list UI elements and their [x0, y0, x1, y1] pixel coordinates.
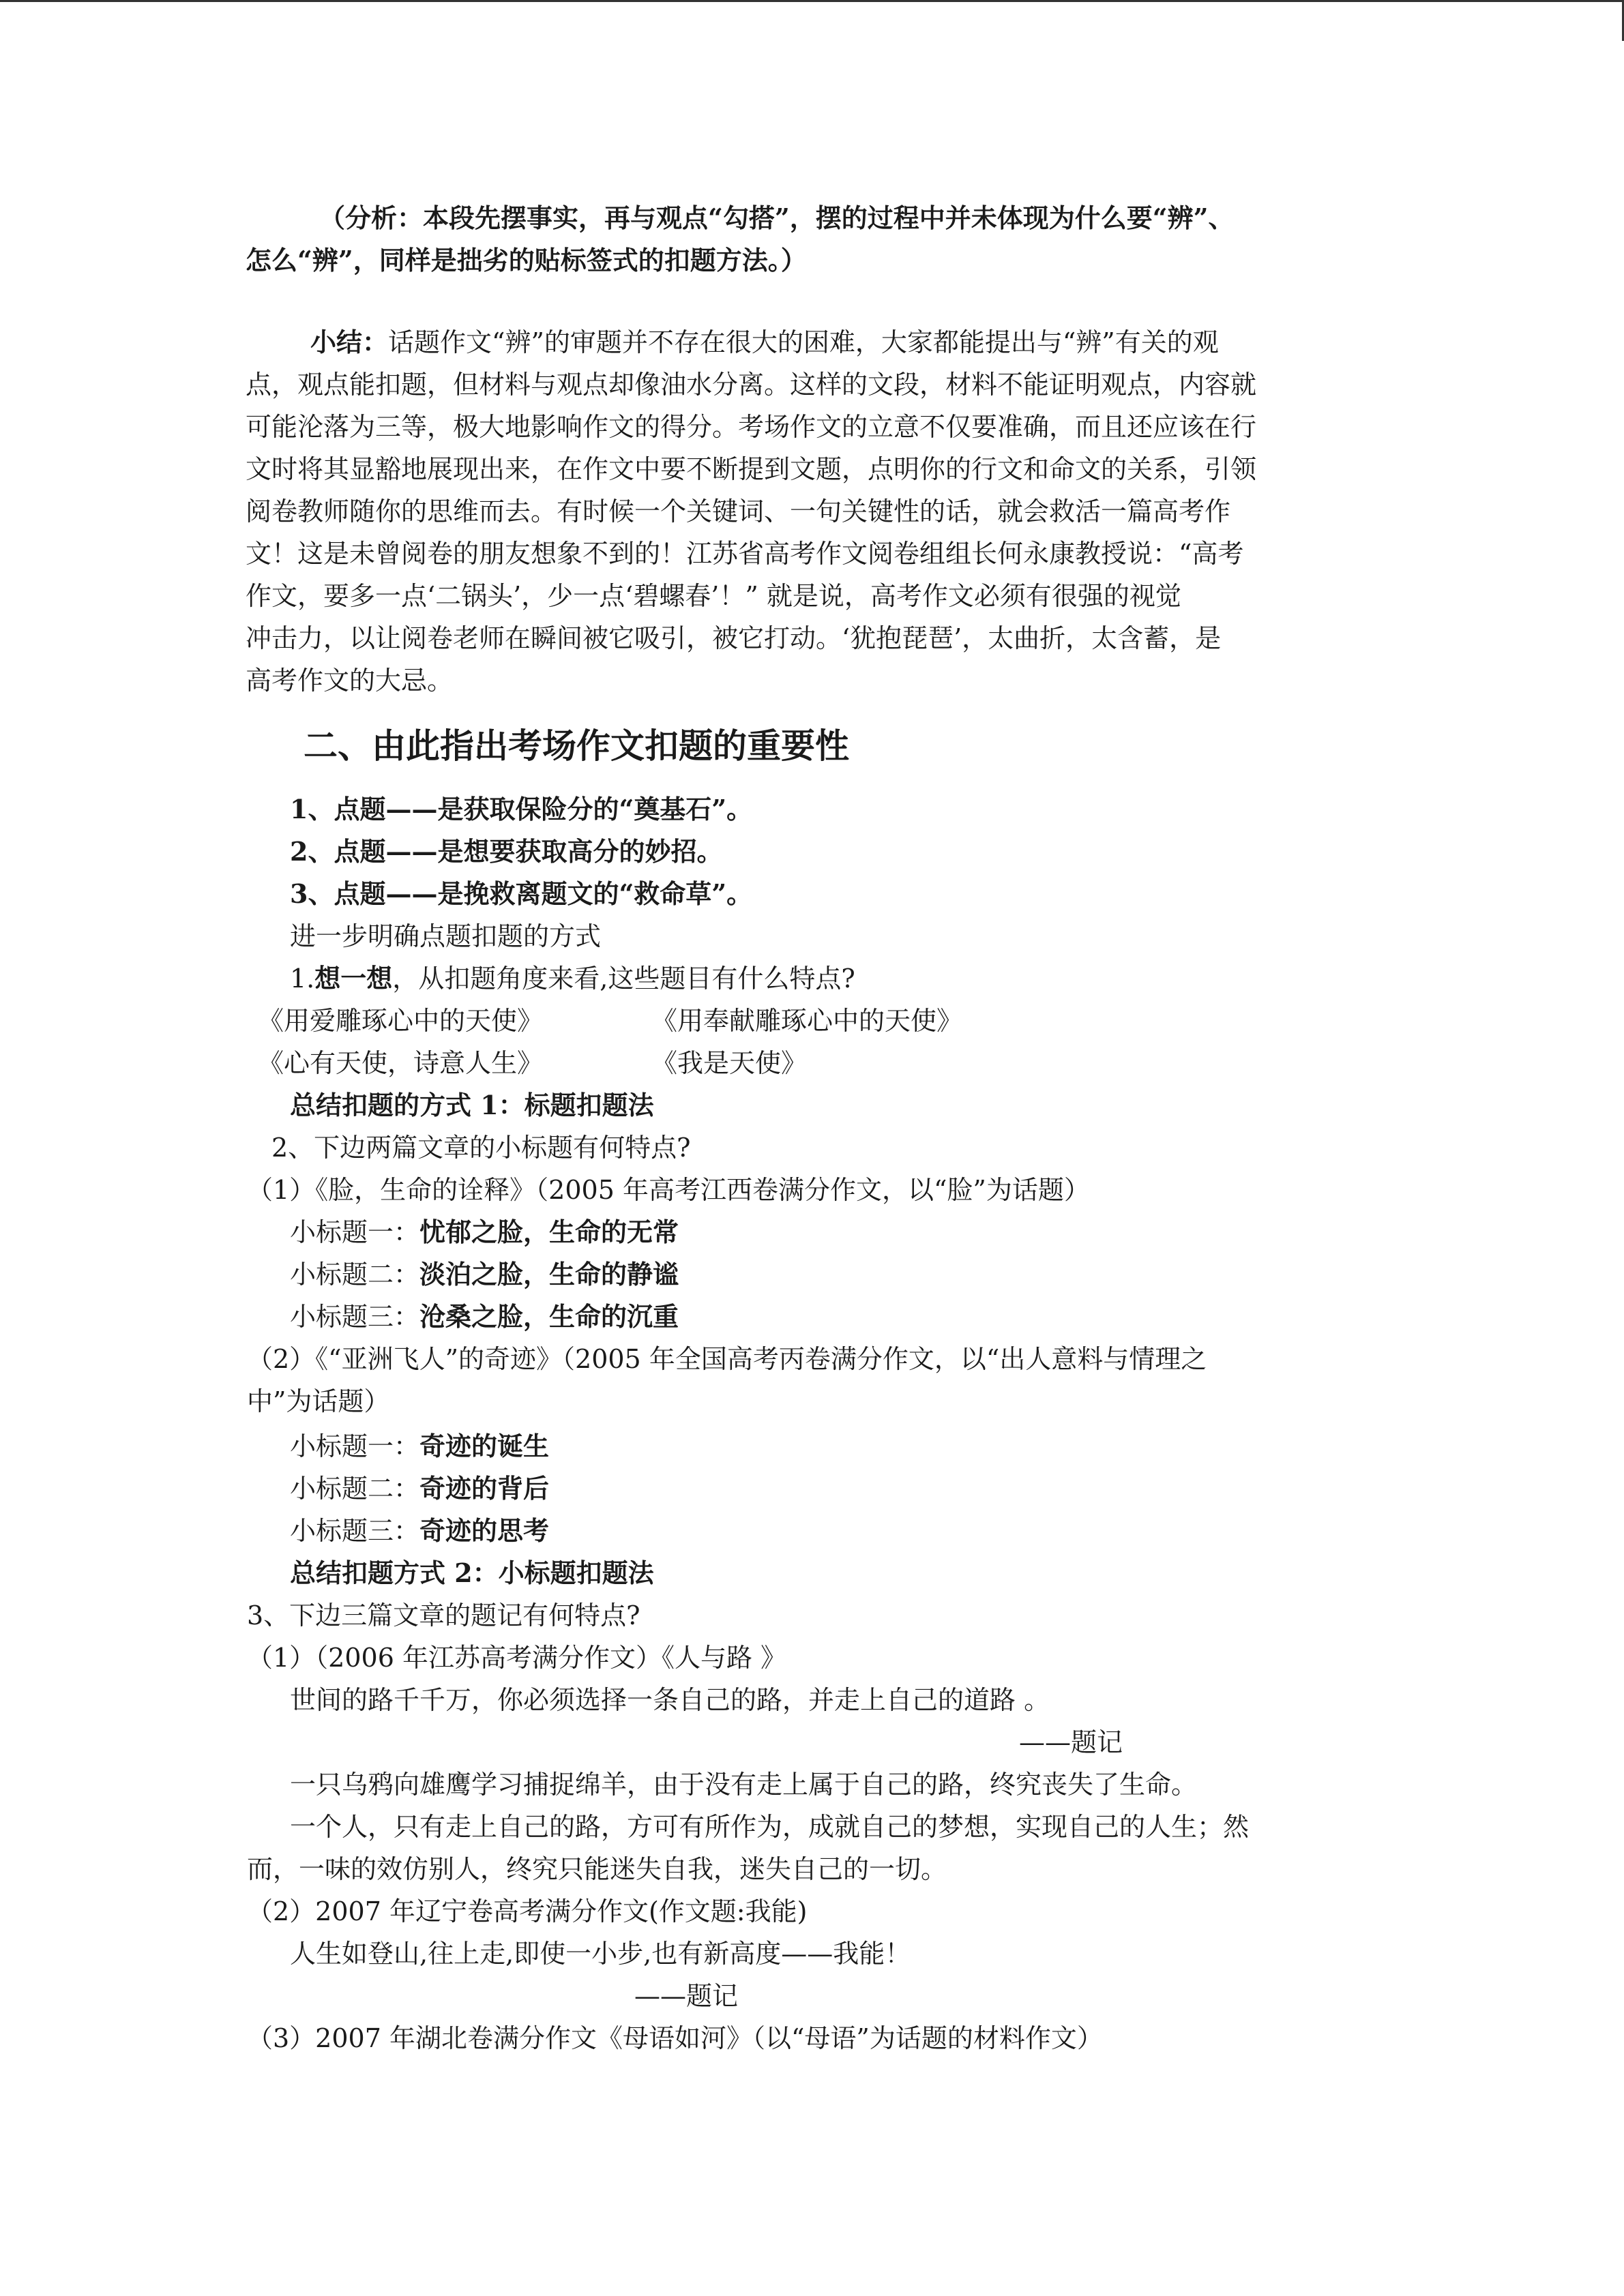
- a2-sub-label-2: 小标题二：: [290, 1474, 420, 1504]
- summary-line-1: [310, 326, 1219, 359]
- essay-1-para-2-line-1: 一个人，只有走上自己的路，方可有所作为，成就自己的梦想，实现自己的人生；然: [290, 1812, 1250, 1842]
- point-2: 2、点题——是想要获取高分的妙招。: [290, 836, 723, 867]
- q1-bold: 想一想: [314, 963, 393, 994]
- essay-2-signature: ——题记: [634, 1981, 739, 2011]
- a2-sub-text-2: 奇迹的背后: [419, 1473, 550, 1504]
- point-3: 3、点题——是挽救离题文的“救命草”。: [290, 878, 753, 909]
- essay-1-signature: ——题记: [1019, 1727, 1123, 1757]
- summary-line-9: 高考作文的大忌。: [246, 666, 454, 696]
- method-1: 总结扣题的方式 1：标题扣题法: [290, 1090, 654, 1120]
- summary-line-5: 阅卷教师随你的思维而去。有时候一个关键词、一句关键性的话，就会救活一篇高考作: [246, 496, 1231, 526]
- a2-sub-label-3: 小标题三：: [290, 1516, 420, 1546]
- summary-line-4: 文时将其显豁地展现出来，在作文中要不断提到文题，点明你的行文和命文的关系，引领: [246, 454, 1257, 484]
- title-example-2: 《用奉献雕琢心中的天使》: [651, 1006, 963, 1036]
- analysis-line-2: 怎么“辨”，同样是拙劣的贴标签式的扣题方法。）: [246, 245, 807, 275]
- a1-sub-label-3: 小标题三：: [290, 1302, 420, 1332]
- a1-sub-label-2: 小标题二：: [290, 1259, 420, 1289]
- q1-rest: ，从扣题角度来看,这些题目有什么特点?: [392, 964, 855, 994]
- a1-sub-label-1: 小标题一：: [290, 1217, 420, 1247]
- summary-text-1: 话题作文“辨”的审题并不存在很大的困难，大家都能提出与“辨”有关的观: [388, 327, 1219, 357]
- a1-sub-text-1: 忧郁之脸，生命的无常: [419, 1217, 679, 1247]
- further-line: 进一步明确点题扣题的方式: [290, 921, 602, 951]
- essay-1-para-2-line-2: 而，一味的效仿别人，终究只能迷失自我，迷失自己的一切。: [247, 1854, 947, 1884]
- title-example-1: 《用爱雕琢心中的天使》: [258, 1006, 544, 1036]
- summary-line-7: 作文，要多一点‘二锅头’，少一点‘碧螺春’！” 就是说，高考作文必须有很强的视觉: [246, 581, 1181, 611]
- a2-sub-text-3: 奇迹的思考: [419, 1515, 550, 1546]
- essay-1-para-1: 一只乌鸦向雄鹰学习捕捉绵羊，由于没有走上属于自己的路，终究丧失了生命。: [290, 1770, 1198, 1800]
- a2-subtitle-2: [290, 1472, 549, 1505]
- summary-label: 小结：: [310, 327, 389, 357]
- essay-2-quote: 人生如登山,往上走,即使一小步,也有新高度——我能！: [290, 1939, 911, 1969]
- a2-subtitle-3: [290, 1515, 549, 1547]
- summary-line-8: 冲击力，以让阅卷老师在瞬间被它吸引，被它打动。‘犹抱琵琶’，太曲折，太含蓄，是: [246, 623, 1222, 653]
- summary-line-3: 可能沦落为三等，极大地影响作文的得分。考场作文的立意不仅要准确，而且还应该在行: [246, 412, 1257, 442]
- a1-subtitle-3: [290, 1300, 679, 1333]
- q1-num: 1.: [290, 964, 315, 994]
- top-border: [0, 0, 1624, 2]
- a1-subtitle-1: [290, 1216, 679, 1249]
- title-example-3: 《心有天使，诗意人生》: [258, 1048, 544, 1078]
- essay-1-title: （1）（2006 年江苏高考满分作文）《人与路 》: [247, 1643, 787, 1673]
- section-heading: 二、由此指出考场作文扣题的重要性: [304, 726, 849, 766]
- a2-sub-text-1: 奇迹的诞生: [419, 1431, 550, 1461]
- essay-2-title: （2）2007 年辽宁卷高考满分作文(作文题:我能): [247, 1896, 808, 1926]
- a2-subtitle-1: [290, 1430, 549, 1463]
- analysis-line-1: （分析：本段先摆事实，再与观点“勾搭”，摆的过程中并未体现为什么要“辨”、: [319, 203, 1235, 233]
- summary-line-6: 文！这是未曾阅卷的朋友想象不到的！江苏省高考作文阅卷组组长何永康教授说：“高考: [246, 539, 1244, 569]
- essay-3-title: （3）2007 年湖北卷满分作文《母语如河》（以“母语”为话题的材料作文）: [247, 2023, 1103, 2053]
- article-2-title-line-1: （2）《“亚洲飞人”的奇迹》（2005 年全国高考丙卷满分作文，以“出人意料与情理之: [247, 1344, 1207, 1374]
- point-1: 1、点题——是获取保险分的“奠基石”。: [290, 794, 753, 824]
- question-1: [290, 962, 855, 995]
- title-example-4: 《我是天使》: [651, 1048, 808, 1078]
- question-2: 2、下边两篇文章的小标题有何特点?: [271, 1133, 691, 1163]
- method-2: 总结扣题方式 2：小标题扣题法: [290, 1557, 654, 1588]
- a1-subtitle-2: [290, 1258, 679, 1291]
- question-3: 3、下边三篇文章的题记有何特点?: [247, 1600, 640, 1630]
- article-1-title: （1）《脸，生命的诠释》（2005 年高考江西卷满分作文，以“脸”为话题）: [247, 1175, 1090, 1205]
- a2-sub-label-1: 小标题一：: [290, 1431, 420, 1461]
- essay-1-quote: 世间的路千千万，你必须选择一条自己的路，并走上自己的道路 。: [290, 1685, 1050, 1715]
- a1-sub-text-3: 沧桑之脸，生命的沉重: [419, 1301, 679, 1332]
- a1-sub-text-2: 淡泊之脸，生命的静谧: [419, 1259, 679, 1289]
- article-2-title-line-2: 中”为话题）: [247, 1386, 390, 1416]
- summary-line-2: 点，观点能扣题，但材料与观点却像油水分离。这样的文段，材料不能证明观点，内容就: [246, 370, 1257, 400]
